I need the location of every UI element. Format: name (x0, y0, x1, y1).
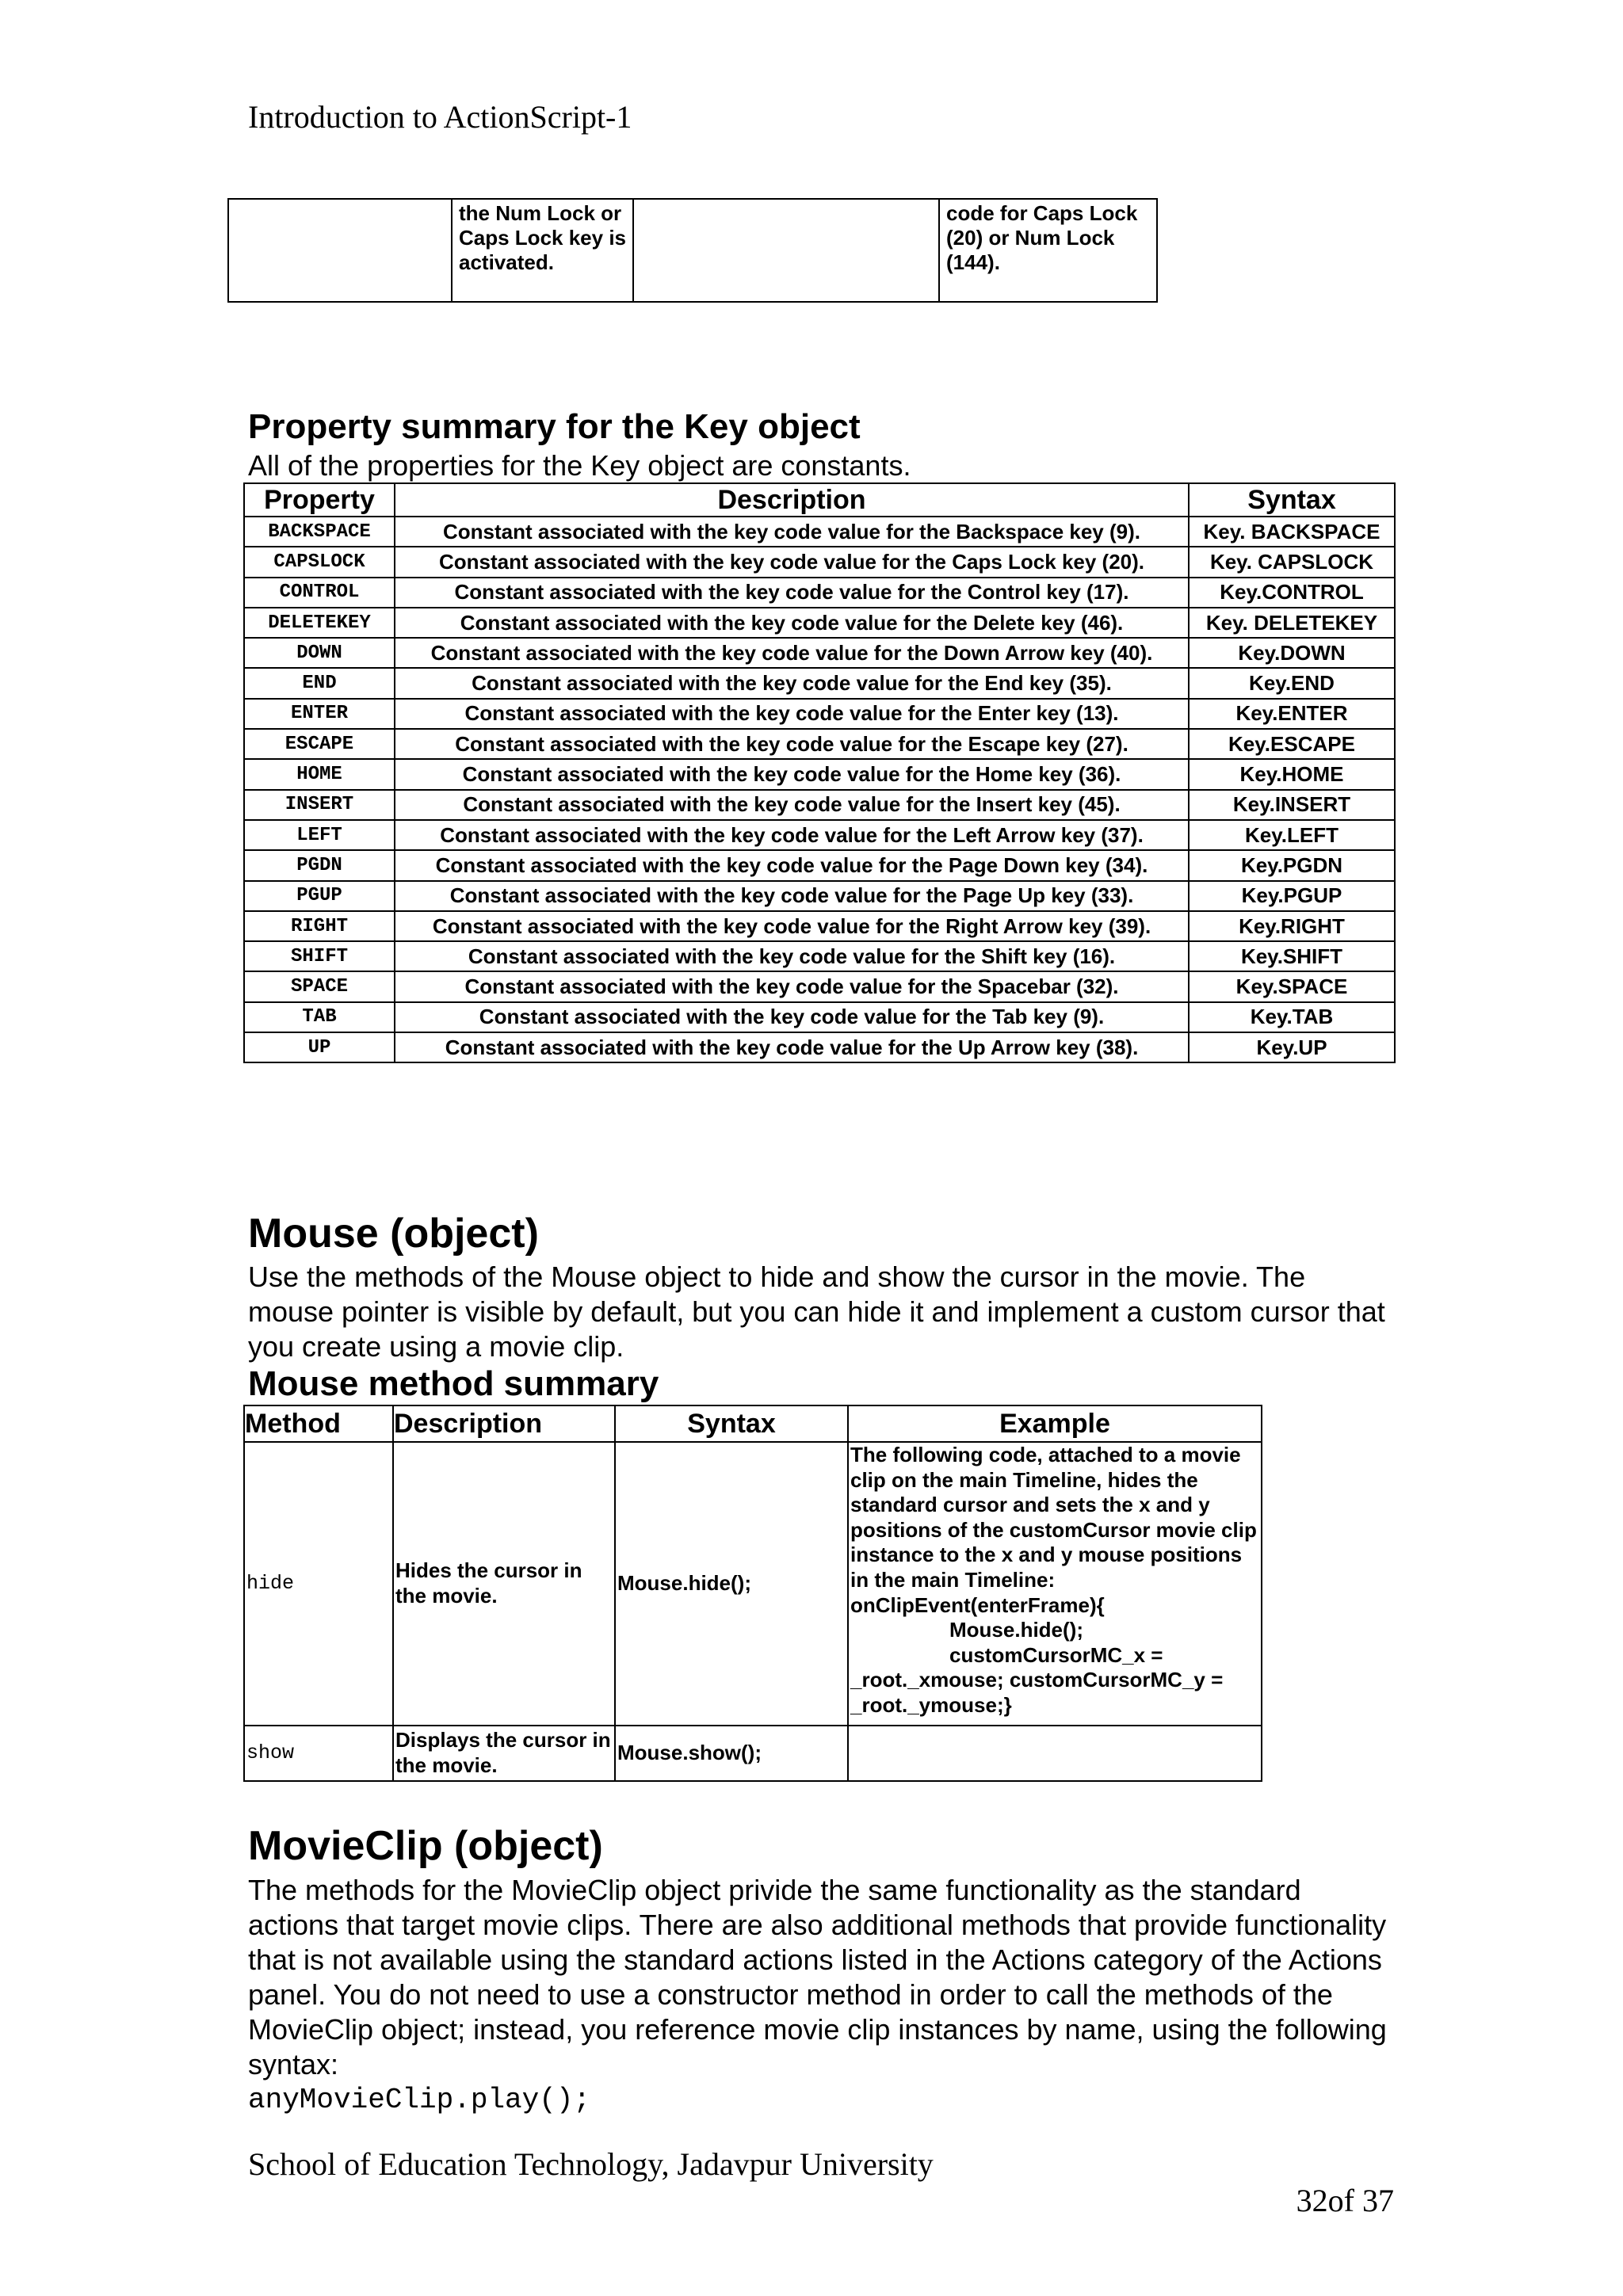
example-text: The following code, attached to a movie clip on the main Timeline, hides the standard cursor and sets the x and y positions of the customCursor movie clip instance to the x and y mouse positions in the main Timeline: onClipEvent(enterFrame){ (850, 1443, 1257, 1617)
property-cell: BACKSPACE (244, 517, 395, 547)
footer-institution: School of Education Technology, Jadavpur University (248, 2146, 934, 2182)
description-cell: Constant associated with the key code value for the Escape key (27). (395, 729, 1189, 759)
description-cell: Constant associated with the key code value for the Shift key (16). (395, 941, 1189, 971)
syntax-cell: Key.SHIFT (1189, 941, 1395, 971)
property-cell: DELETEKEY (244, 608, 395, 638)
syntax-cell: Key. BACKSPACE (1189, 517, 1395, 547)
property-cell: PGDN (244, 850, 395, 880)
property-cell: SHIFT (244, 941, 395, 971)
method-syntax: Mouse.show(); (615, 1726, 848, 1781)
syntax-cell: Key. CAPSLOCK (1189, 547, 1395, 577)
table-cell: the Num Lock or Caps Lock key is activated. (452, 199, 633, 302)
syntax-cell: Key.ESCAPE (1189, 729, 1395, 759)
table-row (244, 941, 1395, 971)
column-header: Property (244, 483, 395, 517)
syntax-cell: Key.CONTROL (1189, 578, 1395, 608)
column-header: Syntax (615, 1405, 848, 1442)
syntax-cell: Key.PGDN (1189, 850, 1395, 880)
column-header: Method (244, 1405, 393, 1442)
example-code-line: Mouse.hide(); (949, 1618, 1083, 1642)
description-cell: Constant associated with the key code value for the Up Arrow key (38). (395, 1032, 1189, 1062)
description-cell: Constant associated with the key code value for the Backspace key (9). (395, 517, 1189, 547)
table-row (244, 820, 1395, 850)
key-section-heading: Property summary for the Key object (248, 407, 861, 446)
method-syntax: Mouse.hide(); (615, 1442, 848, 1726)
syntax-cell: Key.INSERT (1189, 790, 1395, 820)
column-header: Description (393, 1405, 615, 1442)
syntax-cell: Key.LEFT (1189, 820, 1395, 850)
description-cell: Constant associated with the key code value for the Delete key (46). (395, 608, 1189, 638)
movieclip-section-heading: MovieClip (object) (248, 1823, 603, 1869)
description-cell: Constant associated with the key code value for the Page Up key (33). (395, 881, 1189, 911)
table-row (244, 578, 1395, 608)
property-cell: CAPSLOCK (244, 547, 395, 577)
syntax-cell: Key.ENTER (1189, 699, 1395, 729)
description-cell: Constant associated with the key code value for the Down Arrow key (40). (395, 638, 1189, 668)
description-cell: Constant associated with the key code value for the End key (35). (395, 668, 1189, 698)
method-name: show (244, 1726, 393, 1781)
table-row (244, 1002, 1395, 1032)
description-cell: Constant associated with the key code value for the Tab key (9). (395, 1002, 1189, 1032)
syntax-cell: Key.SPACE (1189, 971, 1395, 1001)
column-header: Example (848, 1405, 1262, 1442)
property-cell: ESCAPE (244, 729, 395, 759)
page-number: 32of 37 (1296, 2183, 1394, 2218)
mouse-method-table (243, 1405, 1262, 1782)
mouse-section-intro: Use the methods of the Mouse object to hide and show the cursor in the movie. The mouse pointer is visible by default, but you can hide it and implement a custom cursor that you create using a movie clip. (248, 1261, 1385, 1363)
table-row (244, 911, 1395, 941)
description-cell: Constant associated with the key code value for the Right Arrow key (39). (395, 911, 1189, 941)
method-description: Displays the cursor in the movie. (393, 1726, 615, 1781)
property-cell: INSERT (244, 790, 395, 820)
property-cell: RIGHT (244, 911, 395, 941)
key-property-table (243, 482, 1396, 1063)
continuation-table (227, 198, 1158, 303)
table-cell (633, 199, 939, 302)
mouse-section-heading: Mouse (object) (248, 1211, 539, 1257)
table-row (244, 1726, 1262, 1781)
table-header-row (244, 483, 1395, 517)
table-row (244, 729, 1395, 759)
table-row (244, 790, 1395, 820)
description-cell: Constant associated with the key code value for the Left Arrow key (37). (395, 820, 1189, 850)
table-row (244, 608, 1395, 638)
column-header: Syntax (1189, 483, 1395, 517)
syntax-cell: Key.END (1189, 668, 1395, 698)
property-cell: LEFT (244, 820, 395, 850)
table-row (244, 759, 1395, 789)
property-cell: HOME (244, 759, 395, 789)
syntax-cell: Key.UP (1189, 1032, 1395, 1062)
syntax-cell: Key.HOME (1189, 759, 1395, 789)
property-cell: END (244, 668, 395, 698)
table-cell: code for Caps Lock (20) or Num Lock (144). (939, 199, 1157, 302)
property-cell: ENTER (244, 699, 395, 729)
syntax-cell: Key.PGUP (1189, 881, 1395, 911)
syntax-cell: Key.TAB (1189, 1002, 1395, 1032)
method-name: hide (244, 1442, 393, 1726)
property-cell: SPACE (244, 971, 395, 1001)
column-header: Description (395, 483, 1189, 517)
description-cell: Constant associated with the key code value for the Home key (36). (395, 759, 1189, 789)
table-row (244, 668, 1395, 698)
property-cell: TAB (244, 1002, 395, 1032)
page-header-title: Introduction to ActionScript-1 (248, 99, 632, 135)
syntax-cell: Key.DOWN (1189, 638, 1395, 668)
table-row (244, 1442, 1262, 1726)
syntax-cell: Key. DELETEKEY (1189, 608, 1395, 638)
property-cell: UP (244, 1032, 395, 1062)
mouse-method-heading: Mouse method summary (248, 1364, 659, 1403)
key-section-intro: All of the properties for the Key object are constants. (248, 449, 911, 482)
movieclip-code-sample: anyMovieClip.play(); (248, 2084, 591, 2116)
property-cell: CONTROL (244, 578, 395, 608)
table-row (244, 638, 1395, 668)
table-cell (228, 199, 452, 302)
description-cell: Constant associated with the key code value for the Caps Lock key (20). (395, 547, 1189, 577)
table-row (244, 881, 1395, 911)
syntax-cell: Key.RIGHT (1189, 911, 1395, 941)
example-code-line: _root._xmouse; customCursorMC_y = _root._ymouse;} (850, 1668, 1224, 1717)
description-cell: Constant associated with the key code value for the Enter key (13). (395, 699, 1189, 729)
method-description: Hides the cursor in the movie. (393, 1442, 615, 1726)
movieclip-section-body: The methods for the MovieClip object privide the same functionality as the standard actions that target movie clips. There are also additional methods that provide functionality that is not available using the standard actions listed in the Actions category of the Actions panel. You do not need to use a constructor method in order to call the methods of the MovieClip object; instead, you reference movie clip instances by name, using the following syntax: (248, 1874, 1387, 2081)
description-cell: Constant associated with the key code value for the Page Down key (34). (395, 850, 1189, 880)
property-cell: PGUP (244, 881, 395, 911)
table-row (244, 699, 1395, 729)
example-code-line: customCursorMC_x = (949, 1642, 1163, 1667)
description-cell: Constant associated with the key code value for the Control key (17). (395, 578, 1189, 608)
property-cell: DOWN (244, 638, 395, 668)
table-header-row (244, 1405, 1262, 1442)
table-row (228, 199, 1157, 302)
table-row (244, 850, 1395, 880)
table-row (244, 517, 1395, 547)
table-row (244, 547, 1395, 577)
method-example (848, 1726, 1262, 1781)
table-row (244, 1032, 1395, 1062)
description-cell: Constant associated with the key code value for the Spacebar (32). (395, 971, 1189, 1001)
method-example (848, 1442, 1262, 1726)
description-cell: Constant associated with the key code value for the Insert key (45). (395, 790, 1189, 820)
table-row (244, 971, 1395, 1001)
